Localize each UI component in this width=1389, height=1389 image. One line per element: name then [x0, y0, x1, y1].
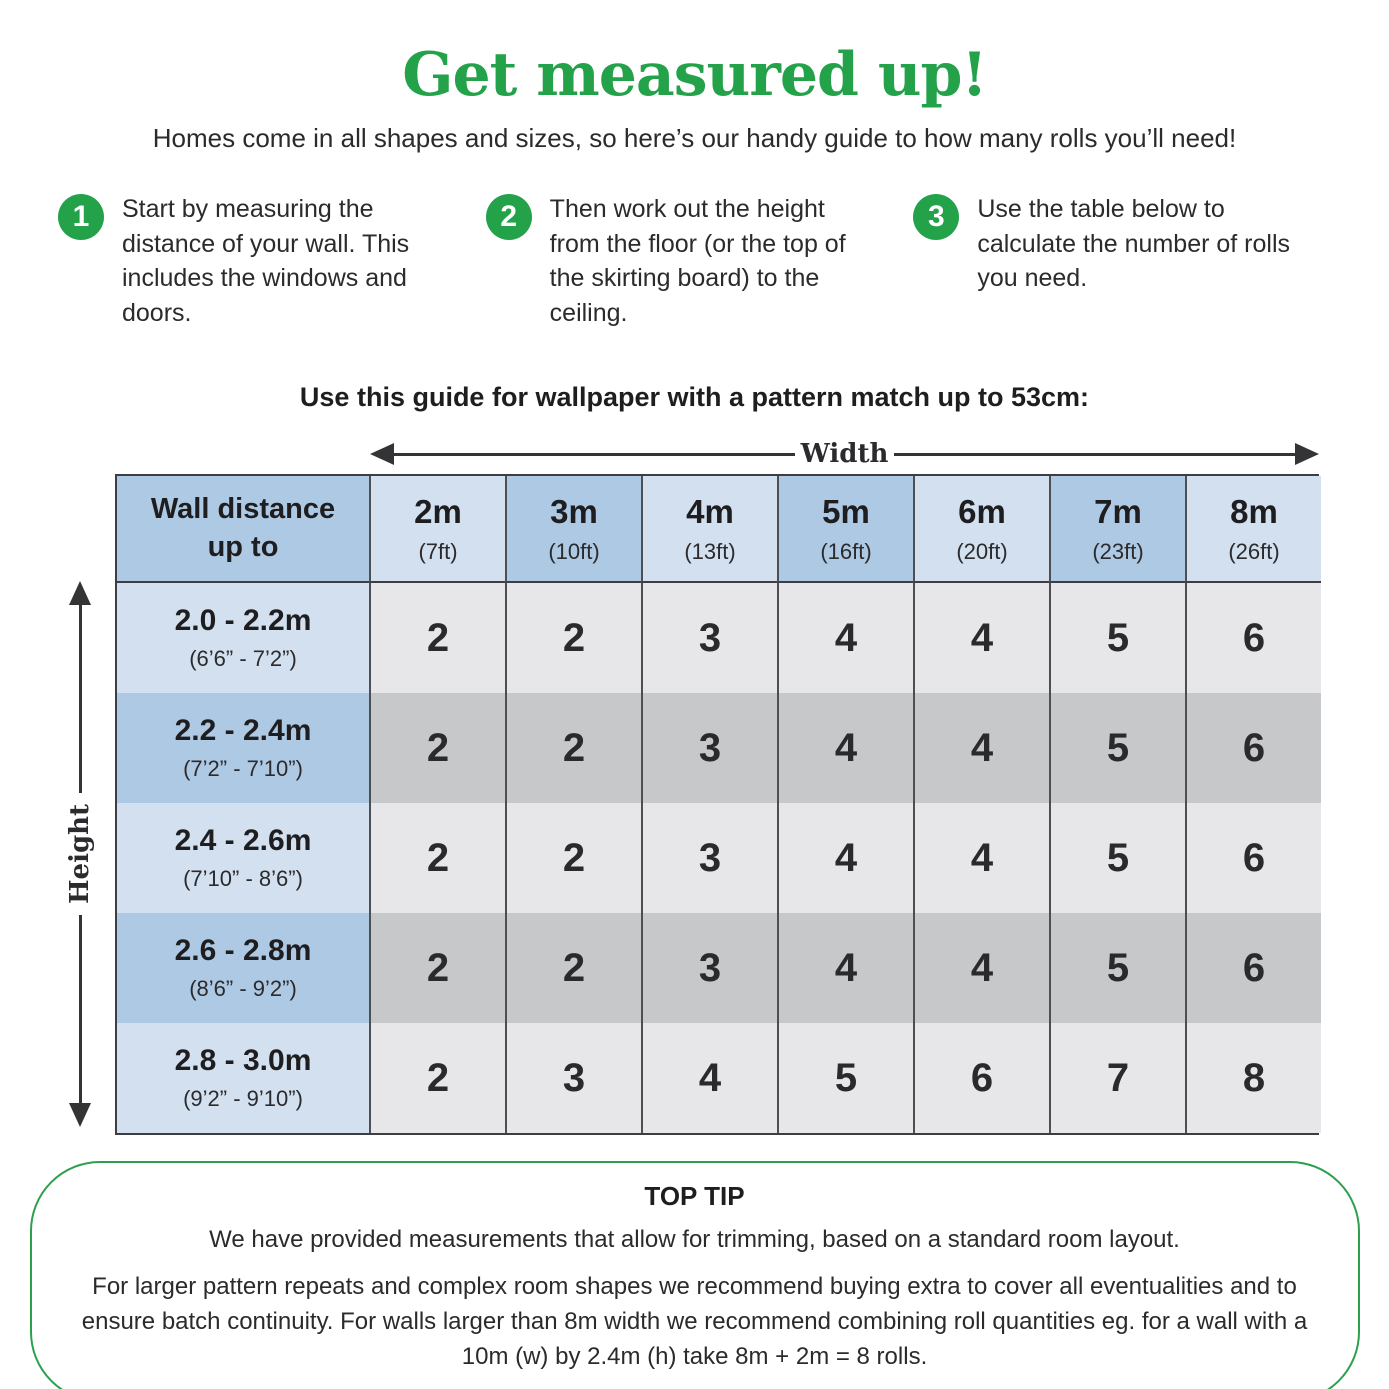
table-cell: 7 [1049, 1023, 1185, 1133]
table-cell: 6 [913, 1023, 1049, 1133]
table-cell: 3 [641, 583, 777, 693]
steps-row [58, 192, 1331, 330]
table-cell: 3 [641, 803, 777, 913]
table-cell: 4 [777, 693, 913, 803]
row-header-2.2-2.4: 2.2 - 2.4m (7’2” - 7’10”) [117, 693, 369, 803]
table-cell: 6 [1185, 913, 1321, 1023]
arrow-up-icon [69, 581, 91, 605]
col-header-5m: 5m (16ft) [777, 476, 913, 583]
step-2 [486, 192, 904, 330]
top-tip-line2: For larger pattern repeats and complex room shapes we recommend buying extra to cover all eventualities and to ensure batch continuity. For walls larger than 8m width we recommend combining roll quantities eg. for a wall with a 10m (w) by 2.4m (h) take 8m + 2m = 8 rolls. [81, 1273, 1308, 1370]
table-cell: 4 [641, 1023, 777, 1133]
table-cell: 2 [505, 803, 641, 913]
col-header-7m: 7m (23ft) [1049, 476, 1185, 583]
table-cell: 4 [913, 803, 1049, 913]
table-cell: 6 [1185, 803, 1321, 913]
table-cell: 5 [1049, 913, 1185, 1023]
table-cell: 2 [369, 693, 505, 803]
guide-heading: Use this guide for wallpaper with a pattern match up to 53cm: [299, 382, 1090, 412]
width-axis-arrow [370, 441, 1319, 467]
col-header-4m: 4m (13ft) [641, 476, 777, 583]
table-cell: 4 [913, 693, 1049, 803]
table-cell: 4 [913, 913, 1049, 1023]
row-header-2.0-2.2: 2.0 - 2.2m (6’6” - 7’2”) [117, 583, 369, 693]
table-cell: 2 [369, 583, 505, 693]
table-cell: 6 [1185, 583, 1321, 693]
table-cell: 5 [1049, 803, 1185, 913]
top-tip-line1: We have provided measurements that allow for trimming, based on a standard room layout. [209, 1226, 1180, 1253]
rolls-table [115, 474, 1319, 1135]
table-cell: 2 [369, 1023, 505, 1133]
top-tip-heading: TOP TIP [644, 1181, 745, 1211]
height-axis-arrow [63, 581, 97, 1127]
table-cell: 4 [777, 803, 913, 913]
table-corner-header: Wall distance up to [117, 476, 369, 583]
step-3-text: Use the table below to calculate the number of rolls you need. [977, 195, 1291, 292]
table-cell: 5 [777, 1023, 913, 1133]
step-1-text: Start by measuring the distance of your wall. This includes the windows and doors. [122, 195, 410, 327]
col-header-2m: 2m (7ft) [369, 476, 505, 583]
step-2-number-badge: 2 [486, 194, 532, 240]
table-cell: 2 [505, 913, 641, 1023]
step-3 [913, 192, 1331, 330]
height-axis-label: Height [65, 803, 96, 905]
table-cell: 5 [1049, 693, 1185, 803]
roll-table-section [65, 439, 1319, 1135]
step-3-number-badge: 3 [913, 194, 959, 240]
step-1 [58, 192, 476, 330]
table-cell: 4 [777, 913, 913, 1023]
table-cell: 8 [1185, 1023, 1321, 1133]
page-title: Get measured up! [402, 40, 987, 110]
table-cell: 4 [913, 583, 1049, 693]
table-cell: 2 [369, 803, 505, 913]
step-1-number-badge: 1 [58, 194, 104, 240]
table-cell: 6 [1185, 693, 1321, 803]
table-cell: 4 [777, 583, 913, 693]
arrow-down-icon [69, 1103, 91, 1127]
row-header-2.8-3.0: 2.8 - 3.0m (9’2” - 9’10”) [117, 1023, 369, 1133]
row-header-2.4-2.6: 2.4 - 2.6m (7’10” - 8’6”) [117, 803, 369, 913]
top-tip-box [30, 1161, 1360, 1389]
width-axis-label: Width [800, 439, 889, 469]
col-header-3m: 3m (10ft) [505, 476, 641, 583]
col-header-8m: 8m (26ft) [1185, 476, 1321, 583]
table-cell: 3 [641, 913, 777, 1023]
row-header-2.6-2.8: 2.6 - 2.8m (8’6” - 9’2”) [117, 913, 369, 1023]
step-2-text: Then work out the height from the floor (or the top of the skirting board) to the ceiling. [549, 195, 846, 327]
table-cell: 2 [505, 583, 641, 693]
col-header-6m: 6m (20ft) [913, 476, 1049, 583]
arrow-left-icon [370, 443, 394, 465]
page-subtitle: Homes come in all shapes and sizes, so here’s our handy guide to how many rolls you’ll need! [152, 123, 1237, 153]
table-cell: 2 [369, 913, 505, 1023]
table-cell: 3 [505, 1023, 641, 1133]
table-cell: 2 [505, 693, 641, 803]
arrow-right-icon [1295, 443, 1319, 465]
table-cell: 3 [641, 693, 777, 803]
table-cell: 5 [1049, 583, 1185, 693]
